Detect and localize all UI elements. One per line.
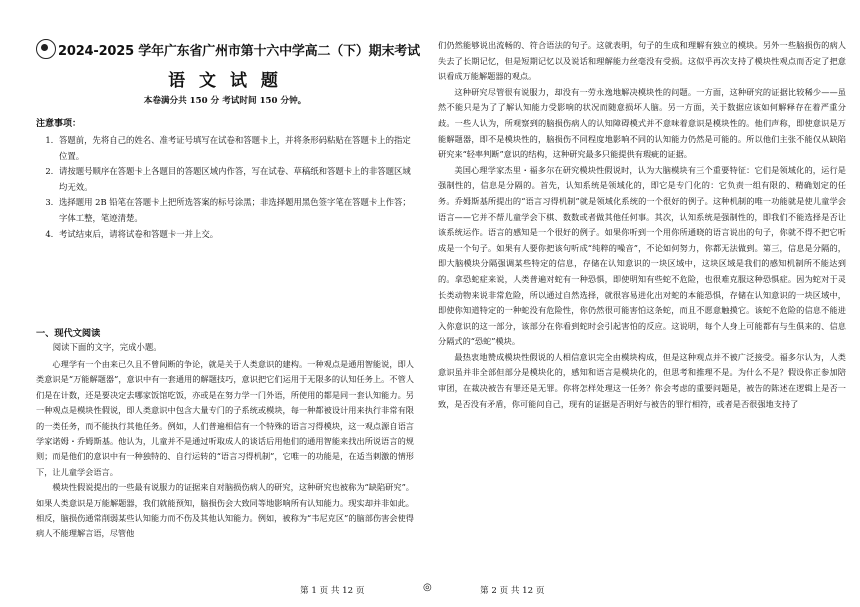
subject-title: 语 文 试 题 [168, 71, 282, 91]
passage-paragraph: 心理学有一个由来已久且不曾间断的争论，就是关于人类意识的建构。一种观点是通用智能说，即人类意识是“万能解题器”，意识中有一套通用的解题技巧，意识把它们运用于无限多的认知任务上。不管人们是在计数，还是要决定去哪家饭馆吃饭，亦或是在努力学一门外语，所使用的都是同一套认知能力。另一种观点是模块性假说，即人类意识中包含大量专门的子系统或模块，每一种都被设计用来执行非常有限的一类任务，而不能执行其他任务。例如，人们普遍相信有一个特殊的语言习得模块，这一观点源自语言学家诺姆・乔姆斯基。他认为，儿童并不是通过听取成人的谈话后用他们的通用智能来找出所说语言的规则；而是他们的意识中有一种独特的、自行运转的“语言习得机制”，它唯一的功能是，在适当刺激的情形下，让儿童学会语言。 [36, 359, 414, 477]
notice-list [36, 133, 414, 242]
passage-paragraph: 最热衷地赞成模块性假说的人相信意识完全由模块构成，但是这种观点并不被广泛接受。福多尔认为，人类意识虽并非全部但部分是模块化的，感知和语言是模块化的，但思考和推理不是。为什么不是？假设你正参加陪审团，在裁决被告有罪还是无罪。你将怎样处理这一任务？你会考虑的重要问题是，被告的陈述在逻辑上是否一致，是否没有矛盾，你可能问自己，现有的证据是否明好与被告的罪行相符，或者是否很强地支持了 [438, 351, 846, 409]
notice-heading: 注意事项： [36, 119, 82, 129]
passage-paragraph: 这种研究尽管很有说服力，却没有一劳永逸地解决模块性的问题。一方面，这种研究的证据比较稀少——虽然不能只是为了了解认知能力受影响的状况而随意损坏人脑。另一方面，关于数据应该如何解释存在着严重分歧。一些人认为，所观察到的脑损伤病人的认知障碍模式并不意味着意识是模块性的。他们声称，即使意识是万能解题器，即不是模块性的，脑损伤不同程度地影响不同的认知能力仍然是可能的。所以他们主张不能仅从缺陷研究来“轻率判断”意识的结构，这种研究最多只能提供有瑕疵的证据。 [438, 86, 846, 160]
exam-title: 2024-2025 学年广东省广州市第十六中学高二（下）期末考试 [58, 43, 420, 59]
section-title: 一、现代文阅读 [36, 328, 101, 339]
exam-header [36, 38, 420, 242]
notice-item: 2. 请按题号顺序在答题卡上各题目的答题区域内作答，写在试卷、草稿纸和答题卡上的非答题区域均无效。 [56, 164, 414, 195]
school-seal-icon [36, 39, 56, 59]
page-number-left: 第 1 页 共 12 页 [300, 586, 365, 596]
passage-paragraph: 美国心理学家杰里・福多尔在研究模块性假说时，认为大脑模块有三个重要特征：它们是领域化的，运行是强制性的，信息是分隔的。首先，认知系统是领域化的，即它是专门化的：它负责一组有限的、精确划定的任务。乔姆斯基所提出的“语言习得机制”就是领域化系统的一个很好的例子。这种机制的唯一功能就是使儿童学会语言——它并不帮儿童学会下棋、数数或者做其他任何事。其次，认知系统是强制性的，即我们不能选择是否让该系统运作。语言的感知是一个很好的例子。如果你听到一个用你所通晓的语言说出的句子，你就不得不把它听成是一个句子。如果有人要你把该句听成“纯粹的噪音”，不论如何努力，你都无法做到。第三，信息是分隔的，即大脑模块分隔强调某些特定的信息，存储在认知意识的一块区域中，这块区域是我们的感知机制所不能达到的。拿恐蛇症来说，人类普遍对蛇有一种恐惧，即使明知有些蛇不危险，也很难克服这种恐惧症。因为蛇对于灵长类动物来说非常危险，所以通过自然选择，就很容易进化出对蛇的本能恐惧，存储在认知意识的一块区域中，即使你知道特定的一种蛇没有危险性，你仍然很可能害怕这条蛇，而且不愿意触摸它。该蛇不危险的信息不能进入你意识的这一部分，该部分在你看到蛇时会引起害怕的反应。这说明，每个人身上可能都有与生俱来的、信息分隔式的“恐蛇”模块。 [438, 164, 846, 347]
notice-item: 4. 考试结束后，请将试卷和答题卡一并上交。 [56, 227, 414, 243]
passage-paragraph: 模块性假说提出的一些最有说服力的证据来自对脑损伤病人的研究，这种研究也被称为“缺陷研究”。如果人类意识是万能解题器，我们就能预知，脑损伤会大致同等地影响所有认知能力。现实却并非如此。相反，脑损伤通常削弱某些认知能力而不伤及其他认知能力。例如，被称为“韦尼克区”的脑部伤害会使得病人不能理解言语，尽管他 [36, 482, 414, 539]
notice-item: 1. 答题前，先将自己的姓名、准考证号填写在试卷和答题卡上，并将条形码粘贴在答题卡上的指定位置。 [56, 133, 414, 164]
score-line: 本卷满分共 150 分 考试时间 150 分钟。 [143, 96, 307, 106]
title-row [36, 38, 420, 60]
notice-item: 3. 选择题用 2B 铅笔在答题卡上把所选答案的标号涂黑；非选择题用黑色签字笔在答题卡上作答；字体工整，笔迹清楚。 [56, 195, 414, 226]
right-page [430, 0, 860, 607]
passage-paragraph: 们仍然能够说出流畅的、符合语法的句子。这就表明，句子的生成和理解有独立的模块。另外一些脑损伤的病人失去了长期记忆，但是短期记忆以及说话和理解能力丝毫没有受损。这似乎再次支持了模块性观点而否定了把意识看成万能解题器的观点。 [438, 40, 846, 82]
passage-right [438, 38, 846, 412]
section-intro: 阅读下面的文字，完成小题。 [52, 342, 162, 352]
page-number-right: 第 2 页 共 12 页 [480, 586, 545, 596]
copyright-mark-icon: ◎ [423, 582, 432, 593]
passage-left [36, 357, 414, 542]
